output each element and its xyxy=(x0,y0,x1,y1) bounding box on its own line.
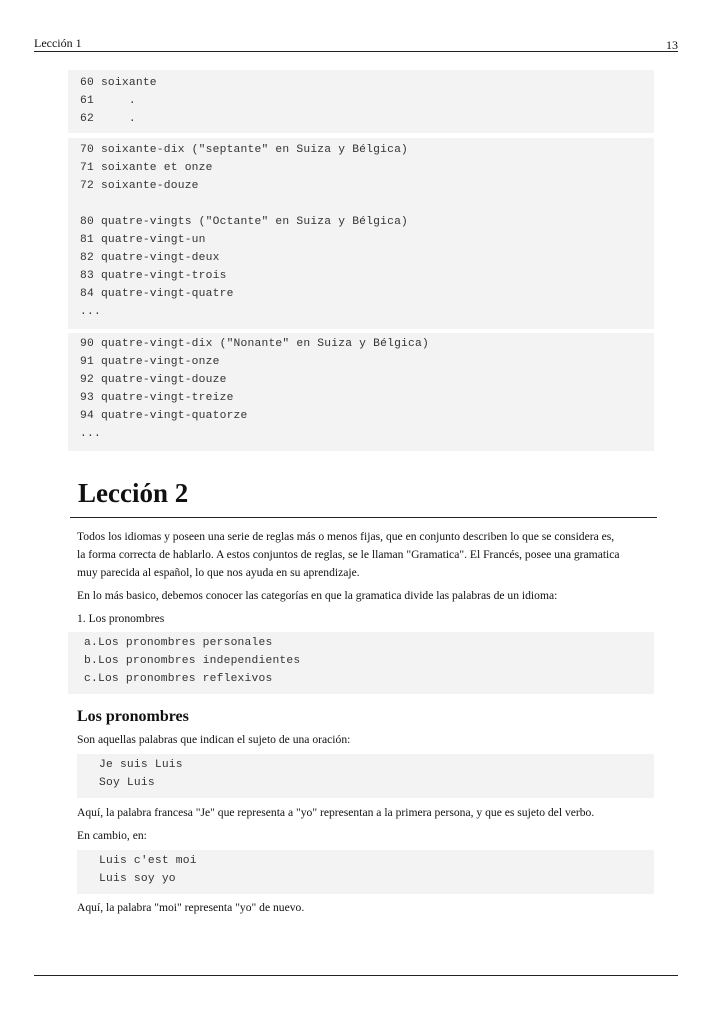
code-block xyxy=(68,333,654,451)
intro-line: muy parecida al español, lo que nos ayuda en su aprendizaje. xyxy=(77,566,360,579)
code-line: 81 quatre-vingt-un xyxy=(80,234,206,246)
code-line: 80 quatre-vingts ("Octante" en Suiza y Bélgica) xyxy=(80,216,409,228)
code-line: 84 quatre-vingt-quatre xyxy=(80,288,234,300)
paragraph: En lo más basico, debemos conocer las categorías en que la gramatica divide las palabras de un idioma: xyxy=(77,589,558,602)
code-line: 60 soixante xyxy=(80,77,157,89)
paragraph: Aquí, la palabra francesa "Je" que representa a "yo" representan a la primera persona, y que es sujeto del verbo. xyxy=(77,806,595,819)
code-block xyxy=(77,754,654,798)
code-block xyxy=(68,138,654,329)
code-line: 61 . xyxy=(80,95,136,107)
code-line: Luis soy yo xyxy=(99,873,176,885)
page-header xyxy=(34,32,678,52)
code-line: Soy Luis xyxy=(99,777,155,789)
paragraph: Aquí, la palabra "moi" representa "yo" de nuevo. xyxy=(77,901,305,914)
code-line: Je suis Luis xyxy=(99,759,183,771)
code-line: b.Los pronombres independientes xyxy=(84,655,301,667)
intro-line: Todos los idiomas y poseen una serie de reglas más o menos fijas, que en conjunto describen lo que se considera es, xyxy=(77,530,615,543)
code-line: a.Los pronombres personales xyxy=(84,637,273,649)
list-item: 1. Los pronombres xyxy=(77,612,165,625)
code-line: 90 quatre-vingt-dix ("Nonante" en Suiza y Bélgica) xyxy=(80,338,429,350)
page-number: 13 xyxy=(666,38,678,52)
code-line: 72 soixante-douze xyxy=(80,180,199,192)
subheading: Los pronombres xyxy=(77,708,189,725)
heading-rule xyxy=(70,517,657,518)
code-line: 83 quatre-vingt-trois xyxy=(80,270,227,282)
code-line: ... xyxy=(80,306,101,318)
code-line: c.Los pronombres reflexivos xyxy=(84,673,273,685)
code-line: 71 soixante et onze xyxy=(80,162,213,174)
code-line: 93 quatre-vingt-treize xyxy=(80,392,234,404)
code-line: ... xyxy=(80,428,101,440)
lesson-heading: Lección 2 xyxy=(78,478,189,508)
code-line: 82 quatre-vingt-deux xyxy=(80,252,220,264)
code-block xyxy=(68,632,654,694)
paragraph: Son aquellas palabras que indican el sujeto de una oración: xyxy=(77,733,351,746)
code-block xyxy=(77,850,654,894)
code-line: 91 quatre-vingt-onze xyxy=(80,356,220,368)
code-block xyxy=(68,70,654,133)
intro-line: la forma correcta de hablarlo. A estos conjuntos de reglas, se le llaman "Gramatica". El Francés, posee una gramatica xyxy=(77,548,620,561)
header-title: Lección 1 xyxy=(34,36,82,50)
footer-rule xyxy=(34,975,678,976)
code-line: 94 quatre-vingt-quatorze xyxy=(80,410,248,422)
code-line: 92 quatre-vingt-douze xyxy=(80,374,227,386)
paragraph: En cambio, en: xyxy=(77,829,147,842)
code-line: Luis c'est moi xyxy=(99,855,197,867)
code-line: 70 soixante-dix ("septante" en Suiza y Bélgica) xyxy=(80,144,409,156)
code-line: 62 . xyxy=(80,113,136,125)
